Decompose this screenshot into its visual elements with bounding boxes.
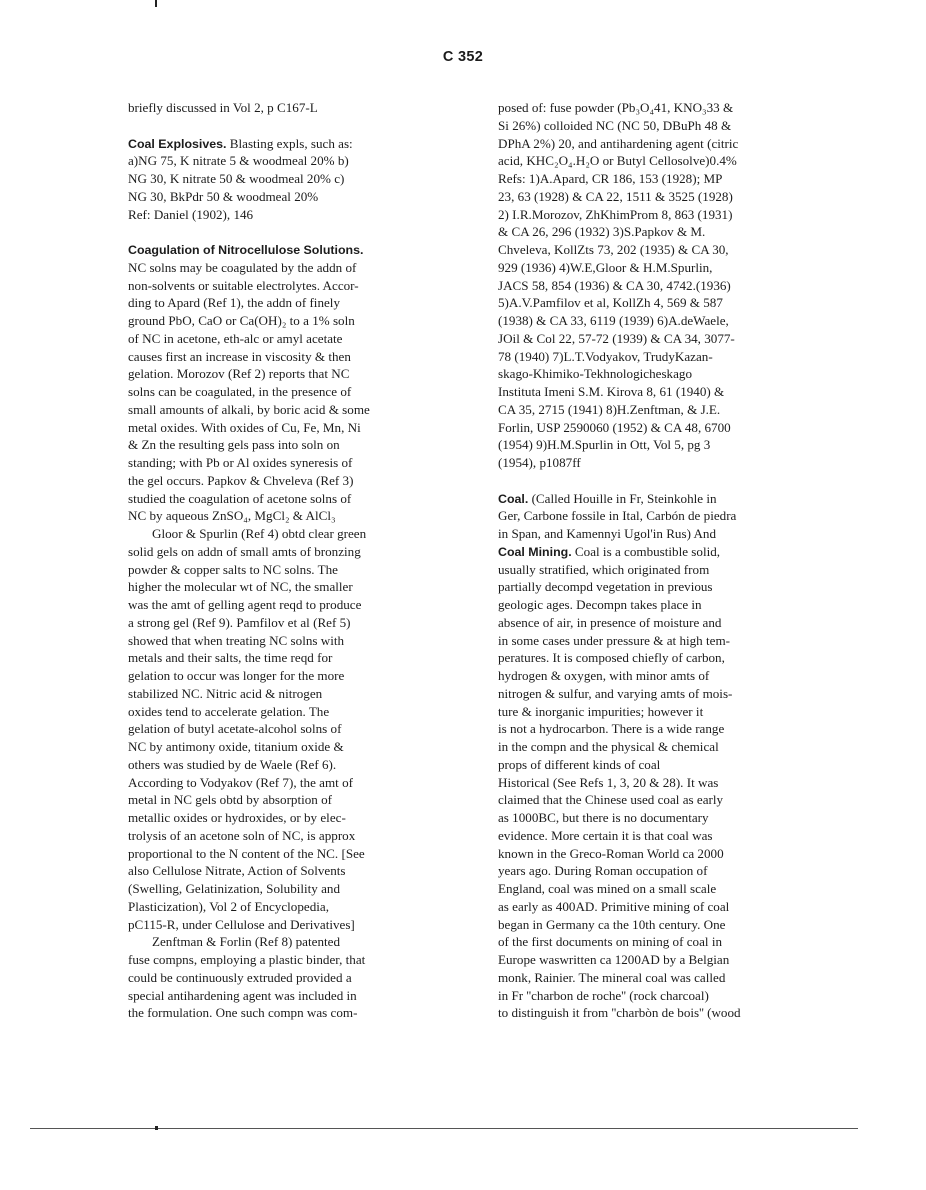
line-text: showed that when treating NC solns with xyxy=(128,632,345,648)
line-text: partially decompd vegetation in previous xyxy=(498,579,713,595)
line-text: NC solns may be coagulated by the addn of xyxy=(128,259,357,275)
text-line xyxy=(128,933,458,951)
line-text: is not a hydrocarbon. There is a wide range xyxy=(498,721,725,737)
line-text: England, coal was mined on a small scale xyxy=(498,881,717,896)
line-text: geologic ages. Decompn takes place in xyxy=(498,597,702,612)
line-text: began in Germany ca the 10th century. One xyxy=(498,916,726,932)
line-text: causes first an increase in viscosity & then xyxy=(128,348,351,364)
text-line xyxy=(128,738,458,756)
text-line xyxy=(498,383,838,401)
text-line xyxy=(128,348,458,366)
line-text: ding to Apard (Ref 1), the addn of finely xyxy=(128,295,340,311)
text-line xyxy=(128,632,458,650)
line-text: years ago. During Roman occupation of xyxy=(498,863,708,879)
line-text: was the amt of gelling agent reqd to produce xyxy=(128,597,362,612)
line-text: CA 35, 2715 (1941) 8)H.Zenftman, & J.E. xyxy=(498,401,721,417)
line-text: a strong gel (Ref 9). Pamfilov et al (Ref 5) xyxy=(128,614,351,630)
line-text: proportional to the N content of the NC. [See xyxy=(128,845,365,861)
line-text: monk, Rainier. The mineral coal was called xyxy=(498,969,726,985)
line-text: Si 26%) colloided NC (NC 50, DBuPh 48 & xyxy=(498,117,732,133)
line-text: metals and their salts, the time reqd for xyxy=(128,650,333,666)
text-line xyxy=(128,951,458,969)
text-line xyxy=(498,969,838,987)
text-line xyxy=(498,632,838,650)
text-line xyxy=(498,827,838,845)
line-text: (1954), p1087ff xyxy=(498,455,581,470)
text-line xyxy=(128,987,458,1005)
line-text: 5)A.V.Pamfilov et al, KollZh 4, 569 & 587 xyxy=(498,295,723,311)
text-line xyxy=(128,135,458,153)
line-text: Europe waswritten ca 1200AD by a Belgian xyxy=(498,952,730,967)
margin-tick-mark xyxy=(155,0,157,7)
text-line xyxy=(128,543,458,561)
line-text: as 1000BC, but there is no documentary xyxy=(498,810,709,825)
text-line xyxy=(128,596,458,614)
line-text: fuse compns, employing a plastic binder, that xyxy=(128,952,366,967)
text-line xyxy=(128,454,458,472)
line-text: of NC in acetone, eth-alc or amyl acetate xyxy=(128,330,343,346)
line-text: NG 30, K nitrate 50 & woodmeal 20% c) xyxy=(128,171,345,186)
text-line xyxy=(498,951,838,969)
line-text: (Called Houille in Fr, Steinkohle in xyxy=(528,490,717,506)
line-text: standing; with Pb or Al oxides syneresis of xyxy=(128,455,353,470)
text-line xyxy=(498,809,838,827)
text-line xyxy=(498,454,838,472)
text-line xyxy=(498,649,838,667)
text-line xyxy=(498,1004,838,1022)
line-text: ture & inorganic impurities; however it xyxy=(498,703,704,719)
text-line xyxy=(498,738,838,756)
line-text: (1954) 9)H.M.Spurlin in Ott, Vol 5, pg 3 xyxy=(498,437,711,453)
line-text: 78 (1940) 7)L.T.Vodyakov, TrudyKazan- xyxy=(498,348,713,364)
line-text: Forlin, USP 2590060 (1952) & CA 48, 6700 xyxy=(498,419,731,435)
text-line xyxy=(498,152,838,170)
text-line xyxy=(498,401,838,419)
line-text: posed of: fuse powder (Pb₃O₄41, KNO₃33 & xyxy=(498,100,734,115)
text-line xyxy=(498,507,838,525)
text-line xyxy=(498,614,838,632)
line-text: NC by aqueous ZnSO₄, MgCl₂ & AlCl₃ xyxy=(128,508,336,524)
text-line xyxy=(498,578,838,596)
text-line xyxy=(128,845,458,863)
entry-heading: Coagulation of Nitrocellulose Solutions. xyxy=(128,243,364,257)
text-line xyxy=(498,277,838,295)
line-text: gelation of butyl acetate-alcohol solns of xyxy=(128,721,342,737)
line-text: as early as 400AD. Primitive mining of coal xyxy=(498,898,730,914)
text-line xyxy=(128,720,458,738)
line-text: in the compn and the physical & chemical xyxy=(498,739,719,754)
line-text: & Zn the resulting gels pass into soln on xyxy=(128,437,340,453)
line-text: Ger, Carbone fossile in Ital, Carbón de piedra xyxy=(498,508,737,524)
line-text: (Swelling, Gelatinization, Solubility and xyxy=(128,881,341,896)
text-line xyxy=(498,720,838,738)
text-line xyxy=(128,898,458,916)
text-line xyxy=(498,667,838,685)
text-line xyxy=(128,507,458,525)
line-text: props of different kinds of coal xyxy=(498,756,661,772)
text-line xyxy=(498,880,838,898)
line-text: stabilized NC. Nitric acid & nitrogen xyxy=(128,685,323,701)
text-line xyxy=(498,170,838,188)
line-text: peratures. It is composed chiefly of carbon, xyxy=(498,650,725,666)
line-text: evidence. More certain it is that coal was xyxy=(498,827,713,843)
text-line xyxy=(498,898,838,916)
line-text: oxides tend to accelerate gelation. The xyxy=(128,703,330,719)
right-text-column xyxy=(498,99,838,1022)
line-text: could be continuously extruded provided a xyxy=(128,969,352,985)
line-text: absence of air, in presence of moisture and xyxy=(498,614,722,630)
line-text: Zenftman & Forlin (Ref 8) patented xyxy=(152,934,340,950)
line-text: claimed that the Chinese used coal as early xyxy=(498,792,724,808)
blank-line xyxy=(128,223,458,241)
text-line xyxy=(128,827,458,845)
entry-heading: Coal. xyxy=(498,491,529,506)
text-line xyxy=(498,561,838,579)
text-line xyxy=(498,348,838,366)
line-text: small amounts of alkali, by boric acid & some xyxy=(128,401,370,417)
text-line xyxy=(128,862,458,880)
line-text: of the first documents on mining of coal in xyxy=(498,934,723,950)
line-text: (1938) & CA 33, 6119 (1939) 6)A.deWaele, xyxy=(498,313,729,328)
line-text: & CA 26, 296 (1932) 3)S.Papkov & M. xyxy=(498,224,706,240)
text-line xyxy=(128,401,458,419)
text-line xyxy=(498,259,838,277)
text-line xyxy=(128,312,458,330)
blank-line xyxy=(498,472,838,490)
text-line xyxy=(128,578,458,596)
text-line xyxy=(498,99,838,117)
line-text: Instituta Imeni S.M. Kirova 8, 61 (1940) & xyxy=(498,384,725,399)
line-text: 23, 63 (1928) & CA 22, 1511 & 3525 (1928) xyxy=(498,188,733,204)
text-line xyxy=(128,525,458,543)
entry-heading: Coal Mining. xyxy=(498,544,572,559)
line-text: briefly discussed in Vol 2, p C167-L xyxy=(128,100,318,115)
line-text: ground PbO, CaO or Ca(OH)₂ to a 1% soln xyxy=(128,313,355,328)
line-text: 2) I.R.Morozov, ZhKhimProm 8, 863 (1931) xyxy=(498,206,733,222)
text-line xyxy=(128,667,458,685)
line-text: studied the coagulation of acetone solns of xyxy=(128,490,352,506)
line-text: others was studied by de Waele (Ref 6). xyxy=(128,756,337,772)
text-line xyxy=(128,241,458,259)
text-line xyxy=(128,330,458,348)
line-text: gelation to occur was longer for the more xyxy=(128,668,345,683)
page-number: C 352 xyxy=(442,49,484,65)
text-line xyxy=(128,419,458,437)
text-line xyxy=(498,188,838,206)
line-text: metal in NC gels obtd by absorption of xyxy=(128,792,333,808)
text-line xyxy=(498,933,838,951)
text-line xyxy=(128,756,458,774)
text-line xyxy=(128,614,458,632)
line-text: in some cases under pressure & at high tem- xyxy=(498,632,730,648)
text-line xyxy=(128,294,458,312)
line-text: non-solvents or suitable electrolytes. Accor- xyxy=(128,277,359,293)
line-text: to distinguish it from ''charbòn de bois'' (wood xyxy=(498,1005,741,1021)
text-line xyxy=(498,596,838,614)
text-line xyxy=(128,259,458,277)
text-line xyxy=(128,1004,458,1022)
text-line xyxy=(498,330,838,348)
text-line xyxy=(128,561,458,579)
line-text: NC by antimony oxide, titanium oxide & xyxy=(128,739,344,754)
text-line xyxy=(498,525,838,543)
text-line xyxy=(498,117,838,135)
text-line xyxy=(128,685,458,703)
blank-line xyxy=(128,117,458,135)
line-text: pC115-R, under Cellulose and Derivatives] xyxy=(128,916,355,932)
left-text-column xyxy=(128,99,458,1022)
line-text: metallic oxides or hydroxides, or by elec- xyxy=(128,810,346,825)
line-text: Gloor & Spurlin (Ref 4) obtd clear green xyxy=(152,526,367,541)
text-line xyxy=(498,223,838,241)
text-line xyxy=(498,774,838,792)
text-line xyxy=(128,277,458,295)
entry-heading: Coal Explosives. xyxy=(128,136,227,151)
line-text: DPhA 2%) 20, and antihardening agent (citric xyxy=(498,135,739,151)
text-line xyxy=(498,543,838,561)
line-text: Blasting expls, such as: xyxy=(226,135,353,151)
text-line xyxy=(498,294,838,312)
text-line xyxy=(128,170,458,188)
line-text: Ref: Daniel (1902), 146 xyxy=(128,206,254,222)
line-text: also Cellulose Nitrate, Action of Solvents xyxy=(128,863,346,879)
line-text: in Fr ''charbon de roche'' (rock charcoal) xyxy=(498,987,709,1003)
text-line xyxy=(498,791,838,809)
line-text: skago-Khimiko-Tekhnologicheskago xyxy=(498,366,692,382)
text-line xyxy=(498,436,838,454)
text-line xyxy=(128,206,458,224)
text-line xyxy=(498,365,838,383)
text-line xyxy=(128,383,458,401)
line-text: gelation. Morozov (Ref 2) reports that NC xyxy=(128,366,350,382)
line-text: a)NG 75, K nitrate 5 & woodmeal 20% b) xyxy=(128,153,349,169)
line-text: JOil & Col 22, 57-72 (1939) & CA 34, 3077- xyxy=(498,330,735,346)
line-text: special antihardening agent was included in xyxy=(128,987,357,1003)
text-line xyxy=(498,206,838,224)
text-line xyxy=(128,649,458,667)
line-text: known in the Greco-Roman World ca 2000 xyxy=(498,845,724,861)
footer-rule-mark xyxy=(155,1126,158,1130)
text-line xyxy=(128,472,458,490)
line-text: Plasticization), Vol 2 of Encyclopedia, xyxy=(128,898,329,914)
line-text: trolysis of an acetone soln of NC, is approx xyxy=(128,827,356,843)
text-line xyxy=(498,756,838,774)
text-line xyxy=(128,916,458,934)
text-line xyxy=(498,490,838,508)
text-line xyxy=(498,241,838,259)
text-line xyxy=(498,987,838,1005)
text-line xyxy=(498,312,838,330)
text-line xyxy=(128,436,458,454)
line-text: NG 30, BkPdr 50 & woodmeal 20% xyxy=(128,188,319,204)
text-line xyxy=(128,99,458,117)
text-line xyxy=(498,685,838,703)
text-line xyxy=(128,365,458,383)
line-text: powder & copper salts to NC solns. The xyxy=(128,561,338,577)
text-line xyxy=(128,188,458,206)
line-text: solns can be coagulated, in the presence of xyxy=(128,384,352,399)
text-line xyxy=(498,845,838,863)
text-line xyxy=(128,969,458,987)
line-text: Historical (See Refs 1, 3, 20 & 28). It was xyxy=(498,774,719,790)
line-text: Chveleva, KollZts 73, 202 (1935) & CA 30, xyxy=(498,242,729,257)
line-text: JACS 58, 854 (1936) & CA 30, 4742.(1936) xyxy=(498,277,731,293)
text-line xyxy=(128,880,458,898)
line-text: hydrogen & oxygen, with minor amts of xyxy=(498,668,710,683)
line-text: Refs: 1)A.Apard, CR 186, 153 (1928); MP xyxy=(498,171,723,186)
text-line xyxy=(128,809,458,827)
text-line xyxy=(498,135,838,153)
line-text: acid, KHC₂O₄.H₂O or Butyl Cellosolve)0.4% xyxy=(498,153,737,169)
text-line xyxy=(128,490,458,508)
line-text: nitrogen & sulfur, and varying amts of mois- xyxy=(498,685,733,701)
line-text: solid gels on addn of small amts of bronzing xyxy=(128,543,361,559)
line-text: the gel occurs. Papkov & Chveleva (Ref 3) xyxy=(128,472,354,488)
line-text: metal oxides. With oxides of Cu, Fe, Mn, Ni xyxy=(128,419,361,435)
text-line xyxy=(498,862,838,880)
line-text: According to Vodyakov (Ref 7), the amt of xyxy=(128,774,353,790)
text-line xyxy=(128,791,458,809)
line-text: in Span, and Kamennyi Ugol'in Rus) And xyxy=(498,526,717,541)
text-line xyxy=(498,419,838,437)
text-line xyxy=(128,703,458,721)
line-text: 929 (1936) 4)W.E,Gloor & H.M.Spurlin, xyxy=(498,259,713,275)
line-text: usually stratified, which originated from xyxy=(498,561,710,577)
text-line xyxy=(128,774,458,792)
line-text: the formulation. One such compn was com- xyxy=(128,1005,358,1021)
text-line xyxy=(498,916,838,934)
text-line xyxy=(128,152,458,170)
text-line xyxy=(498,703,838,721)
line-text: Coal is a combustible solid, xyxy=(571,543,721,559)
line-text: higher the molecular wt of NC, the smaller xyxy=(128,579,353,595)
